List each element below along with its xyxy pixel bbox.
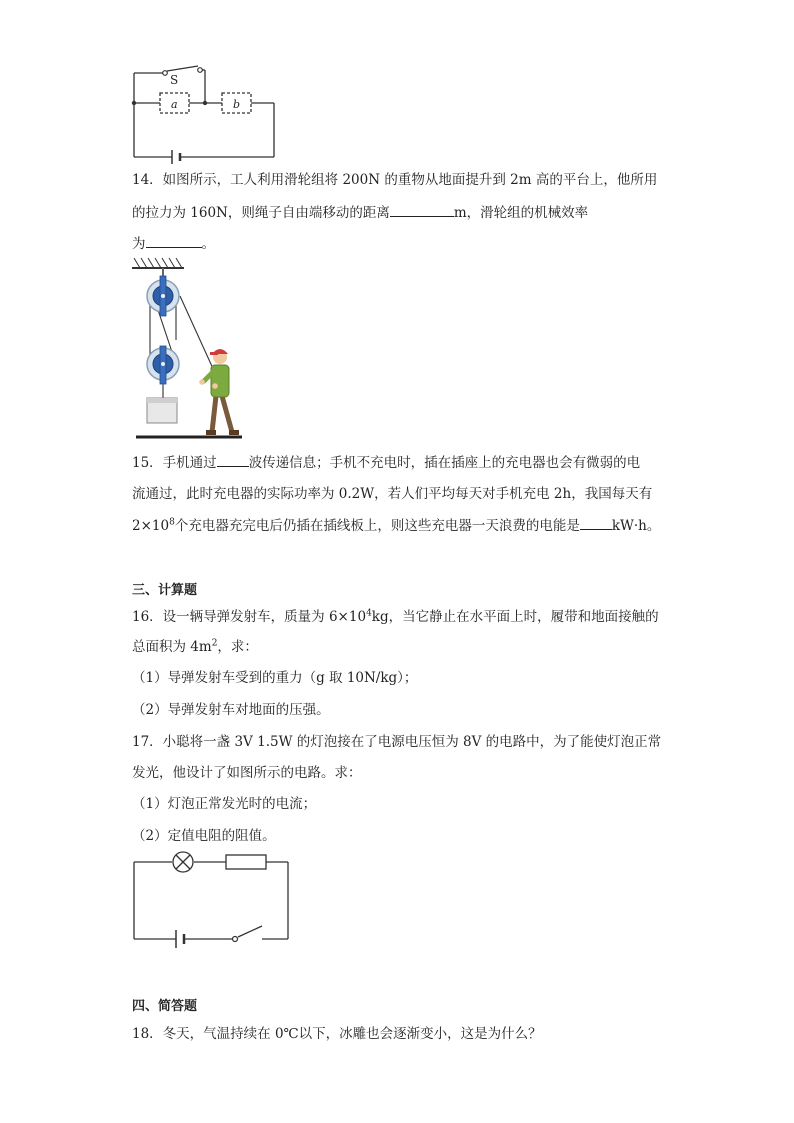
q16-line1: 16．设一辆导弹发射车，质量为 $6\times 10^4kg$，当它静止在水平面上时，履带和地面接触的 [132,608,659,625]
box-b-label: b [233,98,241,111]
q16-sub1: （1）导弹发射车受到的重力（g 取 10N/kg）； [132,670,418,686]
box-a-label: a [171,98,178,111]
q14-line2: 的拉力为 160N，则绳子自由端移动的距离 m，滑轮组的机械效率 [132,202,588,223]
section-title-calculation: 三、计算题 [132,583,198,598]
q15-line2: 流通过，此时充电器的实际功率为 0.2W，若人们平均每天对手机充电 2h，我国每天有 [132,486,653,502]
q14-line1: 14．如图所示，工人利用滑轮组将 200N 的重物从地面提升到 2m 高的平台上，他所用 [132,172,658,188]
q16-line2: 总面积为 $4m^2$，求： [132,638,258,655]
q14-line3: 为 。 [132,233,215,254]
q17-line1: 17．小聪将一盏 3V 1.5W 的灯泡接在了电源电压恒为 8V 的电路中，为了能使灯泡正常 [132,734,662,750]
q15-line3: $2\times 10^8$个充电器充完电后仍插在插线板上，则这些充电器一天浪费的电能是 kW·h。 [132,515,660,536]
q18-line1: 18．冬天，气温持续在 0℃以下，冰雕也会逐渐变小，这是为什么？ [132,1026,542,1042]
section-title-short-answer: 四、简答题 [132,999,198,1014]
q17-sub2: （2）定值电阻的阻值。 [132,828,276,844]
q15-line1: 15．手机通过 波传递信息；手机不充电时，插在插座上的充电器也会有微弱的电 [132,452,640,473]
q17-sub1: （1）灯泡正常发光时的电流； [132,796,317,812]
q17-line2: 发光，他设计了如图所示的电路。求： [132,765,362,781]
switch-label: S [170,73,179,87]
q16-sub2: （2）导弹发射车对地面的压强。 [132,702,330,718]
